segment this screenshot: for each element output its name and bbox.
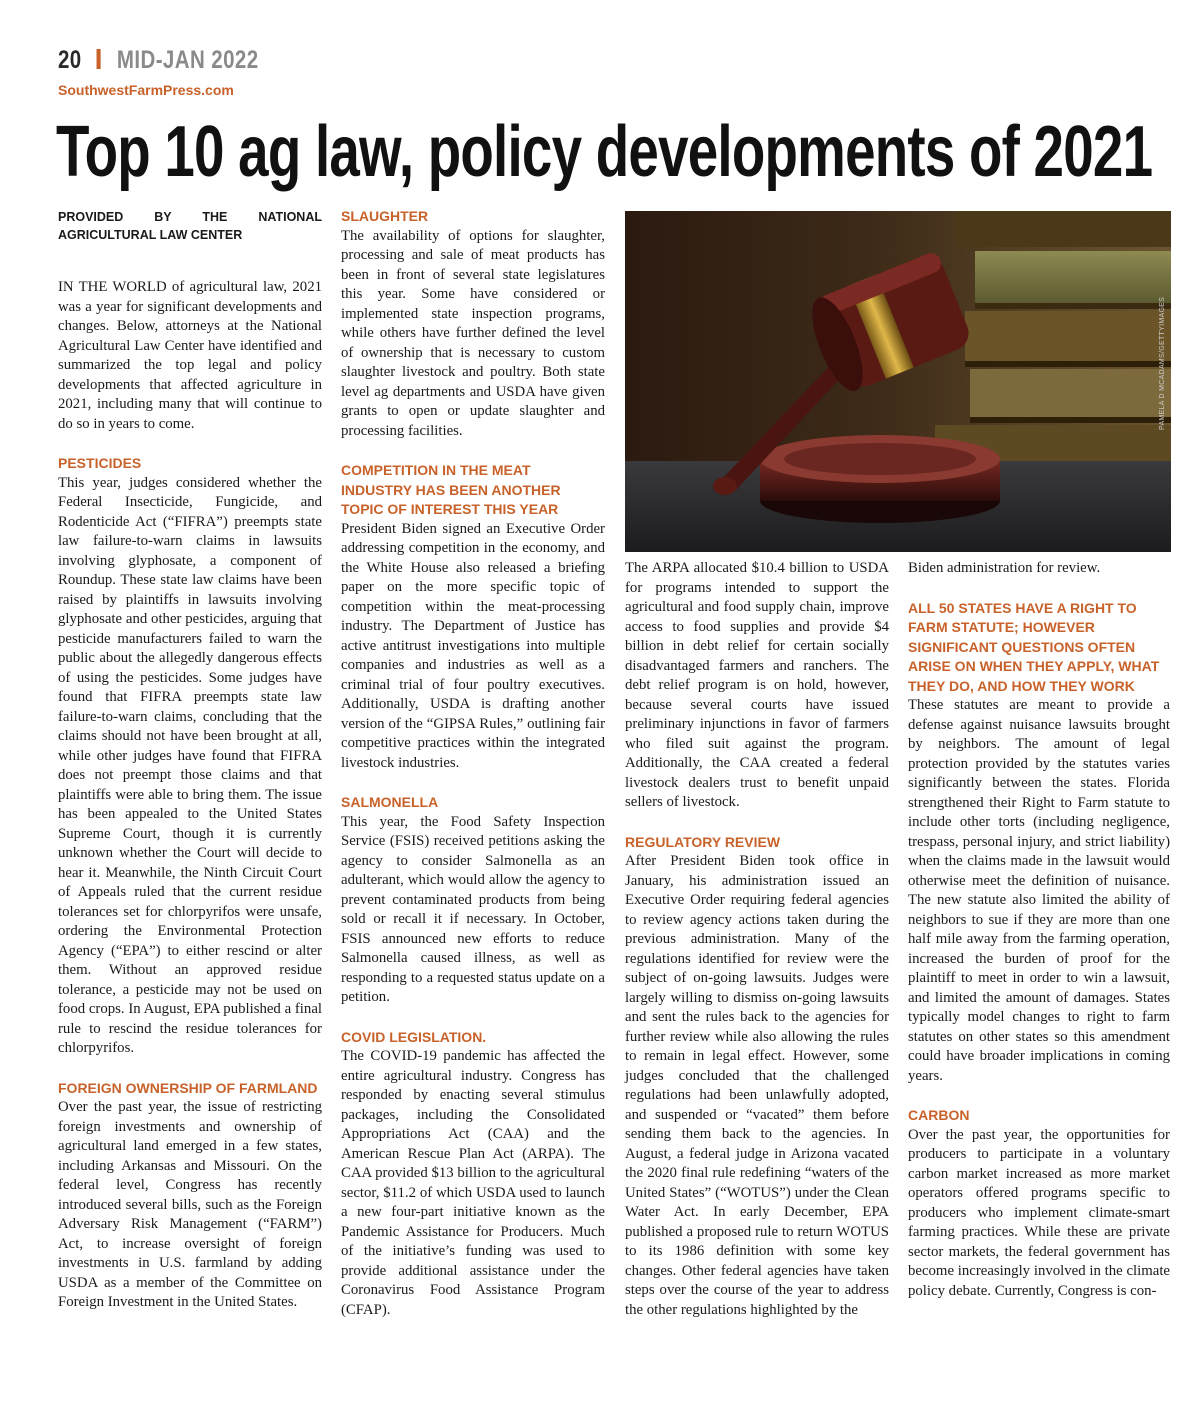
- section-body-regulatory: After President Biden took office in January, his administration issued an Executive Order requiring federal agencies to review agency actions taken during the previous administration. Many of the regulations identified for review were the subject of on-going lawsuits. Judges were largely willing to dismiss on-going lawsuits and sent the rules back to the agencies for further review while also allowing the rules to remain in legal effect. However, some judges concluded that the challenged regulations had been unlawfully adopted, and suspended or “vacated” them before sending them back to the agencies. In August, a federal judge in Arizona vacated the 2020 final rule redefining “waters of the United States” (“WOTUS”) under the Clean Water Act. In early December, EPA published a proposed rule to return WOTUS to its 1986 definition with some key changes. Other federal agencies have taken steps over the course of the year to address the other regulations highlighted by the: [625, 853, 889, 1318]
- section-body-covid-continued: The ARPA allocated $10.4 billion to USDA for programs intended to support the agricultural and food supply chain, improve access to food supplies and provide $4 billion in debt relief for certain socially disadvantaged farmers and ranchers. The debt relief program is on hold, however, because several courts have issued preliminary injunctions in favor of farmers who filed suit against the program. Additionally, the CAA created a federal livestock dealers trust to benefit unpaid sellers of livestock.: [625, 560, 889, 810]
- site-url[interactable]: SouthwestFarmPress.com: [58, 82, 234, 98]
- section-body-salmonella: This year, the Food Safety Inspection Service (FSIS) received petitions asking the agency to consider Salmonella as an adulterant, which would allow the agency to prevent contaminated products from being sold or recall it if necessary. In October, FSIS announced new efforts to reduce Salmonella caused illness, as well as responding to a requested status update on a petition.: [341, 813, 605, 1005]
- section-body-competition: President Biden signed an Executive Order addressing competition in the economy, and the White House also released a briefing paper on the more specific topic of competition within the meat-processing industry. The Department of Justice has active antitrust investigations into multiple companies and industries as well as a criminal trial of four poultry executives. Additionally, USDA is drafting another version of the “GIPSA Rules,” outlining fair competitive practices within the integrated livestock industries.: [341, 520, 605, 771]
- section-body-covid: The COVID-19 pandemic has affected the entire agricultural industry. Congress has responded by enacting several stimulus packages, including the Consolidated Appropriations Act (CAA) and the American Rescue Plan Act (ARPA). The CAA provided $13 billion to the agricultural sector, $11.2 of which USDA used to launch a new four-part initiative known as the Pandemic Assistance for Producers. Much of the initiative’s funding was used to provide additional assistance under the Coronavirus Food Assistance Program (CFAP).: [341, 1048, 605, 1318]
- section-heading-competition: COMPETITION IN THE MEAT INDUSTRY HAS BEEN ANOTHER TOPIC OF INTEREST THIS YEAR: [341, 462, 561, 517]
- byline: PROVIDED BY THE NATIONAL AGRICULTURAL LAW CENTER: [58, 210, 322, 242]
- column-2: [341, 207, 605, 1320]
- section-body-slaughter: The availability of options for slaughter, processing and sale of meat products has been in front of several state legislatures this year. Some have considered or implemented state inspection programs, while others have further defined the level of ownership that is necessary to custom slaughter livestock and poultry. Both state level ag departments and USDA have given grants to open or update slaughter and processing facilities.: [341, 227, 605, 439]
- section-body-carbon: Over the past year, the opportunities for producers to participate in a voluntary carbon market increased as more market operators offered programs specific to producers who implement climate-smart farming practices. While these are private sector markets, the federal government has become increasingly involved in the climate policy debate. Currently, Congress is con-: [908, 1126, 1170, 1299]
- intro-paragraph: IN THE WORLD of agricultural law, 2021 was a year for significant developments and changes. Below, attorneys at the National Agricultural Law Center have identified and summarized the top legal and policy developments that affected agriculture in 2021, including many that will continue to do so in years to come.: [58, 279, 322, 432]
- section-body-regulatory-continued: Biden administration for review.: [908, 560, 1101, 576]
- headline: Top 10 ag law, policy developments of 2021: [56, 112, 1153, 192]
- column-4: [908, 559, 1170, 1301]
- section-heading-foreign-ownership: FOREIGN OWNERSHIP OF FARMLAND: [58, 1079, 318, 1096]
- photo-credit: PAMELA D MCADAMS/GETTYIMAGES: [1159, 296, 1166, 430]
- section-heading-regulatory: REGULATORY REVIEW: [625, 833, 781, 850]
- page-number: 20: [58, 46, 82, 74]
- section-heading-carbon: CARBON: [908, 1107, 970, 1123]
- column-3: [625, 559, 889, 1320]
- section-heading-slaughter: SLAUGHTER: [341, 208, 429, 224]
- section-body-foreign-ownership: Over the past year, the issue of restricting foreign investments and ownership of agricultural land emerged in a few states, including Arkansas and Missouri. On the federal level, Congress has recently introduced several bills, such as the Foreign Adversary Risk Management (“FARM”) Act, to increase oversight of foreign investments in U.S. farmland by adding USDA as a member of the Committee on Foreign Investment in the United States.: [58, 1099, 322, 1310]
- folio-divider: [96, 49, 100, 69]
- section-heading-pesticides: PESTICIDES: [58, 455, 142, 471]
- issue-date: MID-JAN 2022: [116, 46, 259, 74]
- section-heading-salmonella: SALMONELLA: [341, 794, 439, 810]
- section-body-pesticides: This year, judges considered whether the Federal Insecticide, Fungicide, and Rodenticide Act (“FIFRA”) preempts state law failure-to-warn claims in lawsuits involving glyphosate, a component of Roundup. These state law claims have been raised by plaintiffs in lawsuits involving glyphosate and other pesticides, arguing that pesticide manufacturers failed to warn the public about the allegedly dangerous effects of using the pesticides. Some judges have found that FIFRA preempts state law failure-to-warn claims, concluding that the claims should not have been brought at all, while other judges have found that FIFRA does not preempt those claims and that plaintiffs were able to bring them. The issue has been appealed to the United States Supreme Court, though it is currently unknown whether the Court will decide to hear it. Meanwhile, the Ninth Circuit Court of Appeals ruled that the current residue tolerances set for chlorpyrifos were unsafe, ordering the Environmental Protection Agency (“EPA”) to either rescind or alter them. Without an approved residue tolerance, a pesticide may not be used on food crops. In August, EPA published a final rule to rescind the residue tolerances for chlorpyrifos.: [58, 474, 322, 1056]
- gavel-photo: [625, 211, 1171, 552]
- folio: [58, 46, 259, 75]
- section-heading-covid: COVID LEGISLATION.: [341, 1028, 487, 1045]
- column-1: [58, 208, 322, 1313]
- section-heading-right-to-farm: ALL 50 STATES HAVE A RIGHT TO FARM STATUTE; HOWEVER SIGNIFICANT QUESTIONS OFTEN ARISE ON WHEN THEY APPLY, WHAT THEY DO, AND HOW THEY WORK: [908, 599, 1160, 694]
- section-body-right-to-farm: These statutes are meant to provide a defense against nuisance lawsuits brought by neighbors. The amount of legal protection provided by the statutes varies significantly between the states. Florida strengthened their Right to Farm statute to include other torts (including negligence, trespass, personal injury, and strict liability) when the claims made in the lawsuit would otherwise meet the definition of nuisance. The new statute also limited the ability of neighbors to sue if they are more than one half mile away from the farming operation, increased the burden of proof for the plaintiff to meet in order to win a lawsuit, and limited the amount of damages. States typically model changes to right to farm statutes on other states so this amendment could have broader implications in coming years.: [908, 697, 1170, 1084]
